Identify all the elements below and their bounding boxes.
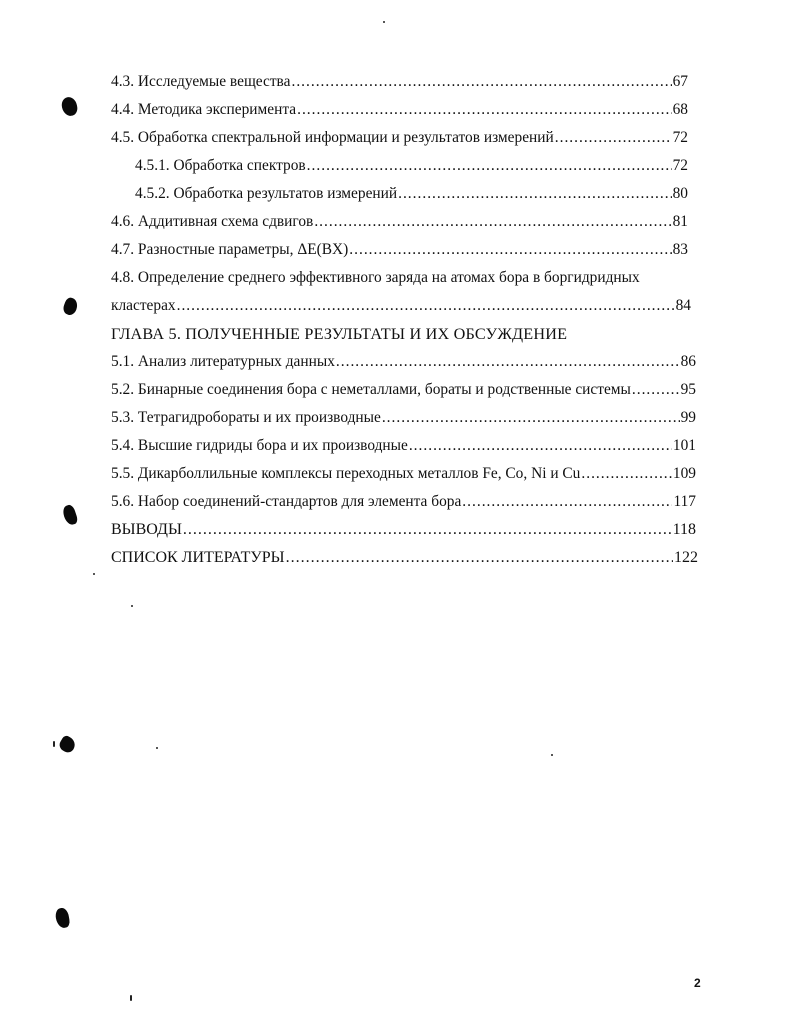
toc-entry-label: кластерах: [111, 297, 176, 314]
dot-leader: [632, 380, 680, 400]
dot-leader: [307, 156, 672, 176]
toc-entry-4-3: [111, 72, 688, 92]
scan-speck: [53, 741, 55, 747]
dot-leader: [336, 352, 680, 372]
toc-entry-page: 67: [672, 73, 688, 90]
scan-speck: [131, 605, 133, 607]
scan-blot: [57, 734, 77, 754]
toc-entry-5-6: [111, 492, 696, 512]
toc-entry-page: 95: [680, 381, 696, 398]
scan-speck: [93, 573, 95, 575]
scan-blot: [54, 907, 70, 929]
dot-leader: [183, 520, 672, 540]
scan-blot: [61, 504, 79, 527]
toc-entry-label: 4.5.1. Обработка спектров: [135, 157, 306, 174]
toc-entry-4-5-1: [135, 156, 688, 176]
toc-entry-4-5-2: [135, 184, 688, 204]
dot-leader: [349, 240, 671, 260]
toc-entry-label: 5.3. Тетрагидробораты и их производные: [111, 409, 381, 426]
dot-leader: [462, 492, 672, 512]
toc-entry-label: 4.3. Исследуемые вещества: [111, 73, 291, 90]
dot-leader: [382, 408, 680, 428]
toc-entry-page: 109: [672, 465, 696, 482]
dot-leader: [314, 212, 671, 232]
toc-entry-label: ВЫВОДЫ: [111, 521, 182, 538]
scan-speck: [156, 747, 158, 749]
toc-entry-page: 86: [680, 353, 696, 370]
toc-entry-4-8-line2: [111, 296, 691, 316]
toc-entry-page: 99: [680, 409, 696, 426]
dot-leader: [291, 72, 671, 92]
toc-entry-5-5: [111, 464, 696, 484]
scan-speck: [130, 995, 132, 1001]
toc-entry-page: 83: [672, 241, 688, 258]
toc-entry-5-2: [111, 380, 696, 400]
toc-entry-label: СПИСОК ЛИТЕРАТУРЫ: [111, 549, 285, 566]
toc-entry-label: 5.6. Набор соединений-стандартов для элемента бора: [111, 493, 462, 510]
scan-blot: [61, 296, 79, 316]
dot-leader: [398, 184, 672, 204]
toc-entry-page: 118: [672, 521, 696, 538]
toc-entry-5-4: [111, 436, 696, 456]
toc-entry-4-5: [111, 128, 688, 148]
toc-entry-4-8-line1: 4.8. Определение среднего эффективного заряда на атомах бора в боргидридных: [111, 269, 640, 286]
toc-entry-conclusions: [111, 520, 696, 540]
dot-leader: [177, 296, 675, 316]
toc-entry-page: 117: [673, 493, 696, 510]
toc-entry-label: 4.6. Аддитивная схема сдвигов: [111, 213, 314, 230]
toc-entry-label: 4.4. Методика эксперимента: [111, 101, 297, 118]
scan-speck: [383, 21, 385, 23]
toc-entry-5-1: [111, 352, 696, 372]
toc-entry-label: 5.1. Анализ литературных данных: [111, 353, 335, 370]
toc-entry-5-3: [111, 408, 696, 428]
toc-entry-page: 68: [672, 101, 688, 118]
toc-entry-4-4: [111, 100, 688, 120]
dot-leader: [409, 436, 672, 456]
dot-leader: [286, 548, 673, 568]
toc-entry-label: 5.4. Высшие гидриды бора и их производные: [111, 437, 408, 454]
toc-entry-page: 101: [672, 437, 696, 454]
toc-entry-page: 84: [675, 297, 691, 314]
dot-leader: [297, 100, 672, 120]
toc-entry-page: 72: [672, 129, 688, 146]
toc-entry-label: 4.5.2. Обработка результатов измерений: [135, 185, 398, 202]
toc-entry-4-6: [111, 212, 688, 232]
toc-entry-page: 81: [672, 213, 688, 230]
dot-leader: [555, 128, 672, 148]
toc-entry-page: 80: [672, 185, 688, 202]
toc-entry-label: 4.7. Разностные параметры, ΔE(BX): [111, 241, 349, 258]
toc-entry-label: 4.5. Обработка спектральной информации и результатов измерений: [111, 129, 554, 146]
toc-entry-label: 5.2. Бинарные соединения бора с неметаллами, бораты и родственные системы: [111, 381, 631, 398]
toc-entry-page: 72: [672, 157, 688, 174]
page-number: 2: [694, 976, 701, 990]
chapter-5-heading: ГЛАВА 5. ПОЛУЧЕННЫЕ РЕЗУЛЬТАТЫ И ИХ ОБСУЖДЕНИЕ: [111, 325, 568, 343]
toc-entry-label: 5.5. Дикарболлильные комплексы переходных металлов Fe, Co, Ni и Cu: [111, 465, 581, 482]
scan-speck: [551, 754, 553, 756]
scan-blot: [60, 96, 79, 118]
dot-leader: [581, 464, 672, 484]
toc-entry-4-7: [111, 240, 688, 260]
toc-entry-references: [111, 548, 698, 568]
toc-entry-page: 122: [674, 549, 698, 566]
